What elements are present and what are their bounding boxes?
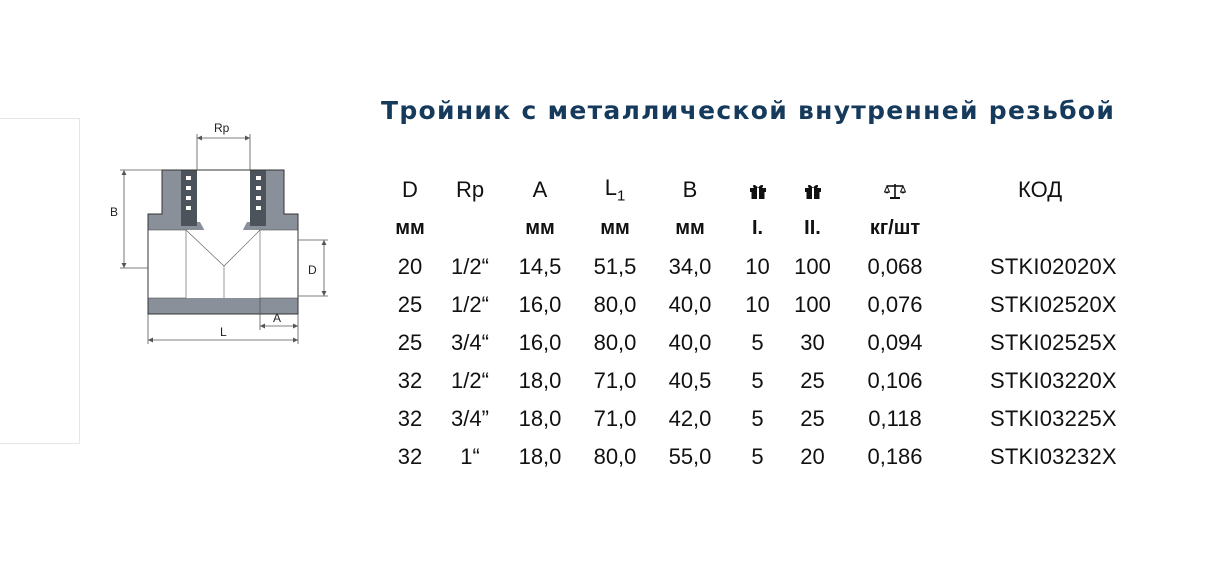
- cell-pack2: 100: [794, 254, 831, 279]
- unit-pack2: II.: [804, 216, 821, 239]
- cell-code: STKI03232X: [990, 444, 1117, 469]
- header-pack1: [730, 172, 785, 208]
- cell-code: STKI02520X: [990, 292, 1117, 317]
- header-d: D: [402, 177, 418, 202]
- table-header-row: [380, 172, 1160, 208]
- table-row: [380, 400, 1160, 438]
- table-row: [380, 362, 1160, 400]
- cell-rp: 1/2“: [451, 292, 489, 317]
- side-frame: [0, 118, 80, 444]
- cell-weight: 0,186: [867, 444, 923, 469]
- dim-label-l: L: [220, 325, 227, 339]
- dim-label-d: D: [308, 263, 317, 277]
- table-row: [380, 324, 1160, 362]
- unit-pack1: I.: [751, 216, 764, 239]
- gift-box-icon: [804, 182, 822, 200]
- cell-d: 32: [397, 368, 423, 393]
- cell-a: 18,0: [518, 444, 562, 469]
- unit-rp: [440, 208, 500, 248]
- table-row: [380, 438, 1160, 476]
- header-l-text: L: [604, 175, 617, 201]
- cell-code: STKI03225X: [990, 406, 1117, 431]
- unit-d: мм: [395, 216, 425, 239]
- table-units-row: [380, 208, 1160, 248]
- cell-l: 80,0: [593, 292, 637, 317]
- cell-pack1: 5: [751, 406, 764, 431]
- cell-weight: 0,068: [867, 254, 923, 279]
- branch-bore: [197, 170, 250, 222]
- table-row: [380, 248, 1160, 286]
- cell-pack1: 5: [751, 444, 764, 469]
- cell-d: 32: [397, 444, 423, 469]
- header-code: КОД: [1018, 177, 1063, 202]
- cell-b: 40,0: [668, 292, 712, 317]
- cell-pack2: 30: [800, 330, 825, 355]
- cell-a: 18,0: [518, 368, 562, 393]
- header-rp: Rp: [455, 177, 485, 202]
- cell-a: 18,0: [518, 406, 562, 431]
- cell-b: 34,0: [668, 254, 712, 279]
- unit-code: [950, 208, 1160, 248]
- cell-l: 71,0: [593, 368, 637, 393]
- page-title: Тройник с металлической внутренней резьбой: [381, 96, 1116, 125]
- cell-d: 32: [397, 406, 423, 431]
- header-l: [580, 172, 650, 208]
- cell-l: 71,0: [593, 406, 637, 431]
- cell-rp: 1/2“: [451, 368, 489, 393]
- cell-a: 16,0: [518, 330, 562, 355]
- cell-weight: 0,118: [868, 406, 922, 431]
- socket-left: [148, 230, 186, 298]
- cell-b: 40,0: [668, 330, 712, 355]
- cell-l: 80,0: [593, 330, 637, 355]
- cell-a: 14,5: [518, 254, 562, 279]
- cell-rp: 3/4”: [451, 406, 489, 431]
- scale-balance-icon: [884, 182, 906, 200]
- cell-b: 40,5: [668, 368, 712, 393]
- header-l-subscript: 1: [616, 187, 626, 205]
- dim-label-rp: Rp: [214, 121, 230, 135]
- unit-weight: кг/шт: [869, 216, 921, 239]
- cell-l: 80,0: [593, 444, 637, 469]
- cell-pack2: 25: [800, 406, 825, 431]
- cell-code: STKI02020X: [990, 254, 1117, 279]
- tee-fitting-diagram: [100, 112, 340, 352]
- unit-l: мм: [600, 216, 630, 239]
- cell-d: 20: [397, 254, 423, 279]
- cell-rp: 1“: [460, 444, 480, 469]
- table-row: [380, 286, 1160, 324]
- cell-d: 25: [397, 292, 423, 317]
- cell-pack2: 25: [800, 368, 825, 393]
- cell-code: STKI03220X: [990, 368, 1117, 393]
- cell-a: 16,0: [518, 292, 562, 317]
- cell-code: STKI02525X: [990, 330, 1117, 355]
- cell-weight: 0,094: [867, 330, 923, 355]
- cell-pack1: 10: [745, 254, 770, 279]
- cell-l: 51,5: [593, 254, 637, 279]
- cell-pack1: 10: [745, 292, 770, 317]
- cell-d: 25: [397, 330, 423, 355]
- unit-a: мм: [525, 216, 555, 239]
- dim-label-a: A: [273, 311, 282, 325]
- cell-rp: 3/4“: [451, 330, 489, 355]
- socket-right: [260, 230, 298, 298]
- cell-pack1: 5: [751, 368, 764, 393]
- header-a: A: [532, 177, 548, 202]
- spec-table: [380, 172, 1160, 476]
- header-weight: [840, 172, 950, 208]
- unit-b: мм: [675, 216, 705, 239]
- cell-weight: 0,076: [867, 292, 923, 317]
- gift-box-icon: [749, 182, 767, 200]
- header-b: B: [682, 177, 698, 202]
- dim-label-b: B: [110, 205, 119, 219]
- cell-pack1: 5: [751, 330, 764, 355]
- cell-pack2: 100: [794, 292, 831, 317]
- cell-pack2: 20: [800, 444, 825, 469]
- cell-b: 55,0: [668, 444, 712, 469]
- header-pack2: [785, 172, 840, 208]
- cell-rp: 1/2“: [451, 254, 489, 279]
- cell-weight: 0,106: [867, 368, 923, 393]
- cell-b: 42,0: [668, 406, 712, 431]
